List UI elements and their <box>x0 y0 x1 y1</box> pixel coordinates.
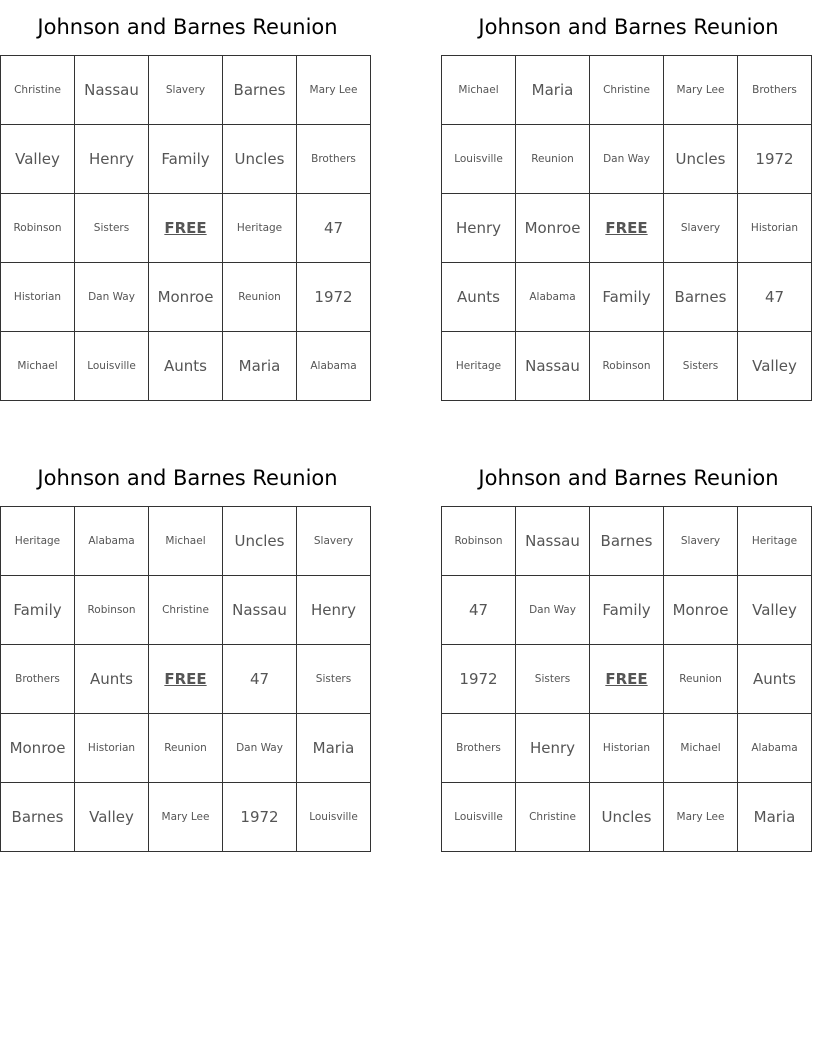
bingo-cell: Nassau <box>223 576 297 645</box>
bingo-cell: Sisters <box>516 645 590 714</box>
bingo-cell: Nassau <box>75 56 149 125</box>
free-space-cell: FREE <box>590 645 664 714</box>
bingo-cell: Alabama <box>297 332 371 401</box>
bingo-cell: Barnes <box>590 507 664 576</box>
bingo-cell: 1972 <box>297 263 371 332</box>
bingo-cell: Mary Lee <box>297 56 371 125</box>
bingo-cell: Slavery <box>297 507 371 576</box>
bingo-cell: Monroe <box>149 263 223 332</box>
bingo-cell: Dan Way <box>590 125 664 194</box>
bingo-cell: Robinson <box>1 194 75 263</box>
bingo-cell: Family <box>590 263 664 332</box>
bingo-cell: Christine <box>149 576 223 645</box>
bingo-cell: Aunts <box>442 263 516 332</box>
bingo-cell: Reunion <box>223 263 297 332</box>
bingo-cell: Slavery <box>664 507 738 576</box>
bingo-cell: Valley <box>75 783 149 852</box>
bingo-cell: Alabama <box>738 714 812 783</box>
bingo-grid <box>441 55 812 401</box>
bingo-cell: Henry <box>442 194 516 263</box>
card-title: Johnson and Barnes Reunion <box>478 15 779 39</box>
bingo-cell: Louisville <box>75 332 149 401</box>
bingo-cell: Aunts <box>738 645 812 714</box>
bingo-cell: Henry <box>75 125 149 194</box>
bingo-cell: Christine <box>590 56 664 125</box>
bingo-cell: Uncles <box>223 507 297 576</box>
bingo-grid <box>0 55 371 401</box>
bingo-cell: Sisters <box>297 645 371 714</box>
bingo-card-4 <box>441 451 816 852</box>
bingo-cell: Henry <box>516 714 590 783</box>
bingo-cell: Uncles <box>223 125 297 194</box>
bingo-cell: Family <box>149 125 223 194</box>
bingo-cell: Brothers <box>1 645 75 714</box>
bingo-cell: Aunts <box>75 645 149 714</box>
bingo-cell: 47 <box>223 645 297 714</box>
bingo-cell: Reunion <box>516 125 590 194</box>
bingo-cell: Sisters <box>664 332 738 401</box>
bingo-cell: Michael <box>442 56 516 125</box>
card-title: Johnson and Barnes Reunion <box>37 466 338 490</box>
bingo-cell: Sisters <box>75 194 149 263</box>
bingo-cell: Maria <box>297 714 371 783</box>
free-space-cell: FREE <box>149 194 223 263</box>
bingo-cell: 47 <box>442 576 516 645</box>
bingo-cell: Historian <box>1 263 75 332</box>
bingo-cell: Monroe <box>516 194 590 263</box>
bingo-cell: Louisville <box>297 783 371 852</box>
bingo-cell: Maria <box>516 56 590 125</box>
bingo-cell: Dan Way <box>516 576 590 645</box>
bingo-cell: Alabama <box>75 507 149 576</box>
bingo-card-2 <box>441 0 816 401</box>
bingo-cell: Michael <box>1 332 75 401</box>
bingo-cell: Louisville <box>442 125 516 194</box>
bingo-cell: Mary Lee <box>664 783 738 852</box>
bingo-cell: Robinson <box>590 332 664 401</box>
bingo-cell: Family <box>1 576 75 645</box>
free-space-cell: FREE <box>149 645 223 714</box>
bingo-cell: Dan Way <box>75 263 149 332</box>
bingo-cell: Robinson <box>75 576 149 645</box>
bingo-cell: 47 <box>297 194 371 263</box>
bingo-cell: Christine <box>516 783 590 852</box>
bingo-cell: Brothers <box>297 125 371 194</box>
bingo-cell: Heritage <box>223 194 297 263</box>
bingo-cell: Historian <box>738 194 812 263</box>
bingo-cell: Nassau <box>516 507 590 576</box>
bingo-cell: Aunts <box>149 332 223 401</box>
bingo-cell: Alabama <box>516 263 590 332</box>
bingo-cell: Barnes <box>664 263 738 332</box>
bingo-cell: Reunion <box>664 645 738 714</box>
bingo-cell: 1972 <box>738 125 812 194</box>
bingo-grid <box>441 506 812 852</box>
bingo-card-3 <box>0 451 375 852</box>
bingo-cell: Monroe <box>664 576 738 645</box>
bingo-cell: 1972 <box>442 645 516 714</box>
bingo-cell: 47 <box>738 263 812 332</box>
bingo-cell: Mary Lee <box>664 56 738 125</box>
bingo-card-1 <box>0 0 375 401</box>
bingo-cell: Mary Lee <box>149 783 223 852</box>
bingo-cell: 1972 <box>223 783 297 852</box>
bingo-cell: Michael <box>664 714 738 783</box>
free-space-cell: FREE <box>590 194 664 263</box>
card-title: Johnson and Barnes Reunion <box>478 466 779 490</box>
bingo-cell: Maria <box>738 783 812 852</box>
bingo-cell: Christine <box>1 56 75 125</box>
bingo-cell: Barnes <box>1 783 75 852</box>
bingo-cell: Family <box>590 576 664 645</box>
bingo-cell: Reunion <box>149 714 223 783</box>
bingo-cell: Uncles <box>664 125 738 194</box>
bingo-cell: Maria <box>223 332 297 401</box>
bingo-cell: Dan Way <box>223 714 297 783</box>
bingo-cell: Heritage <box>1 507 75 576</box>
bingo-cell: Heritage <box>442 332 516 401</box>
bingo-cell: Brothers <box>442 714 516 783</box>
bingo-cell: Valley <box>738 576 812 645</box>
bingo-cell: Valley <box>1 125 75 194</box>
bingo-cell: Louisville <box>442 783 516 852</box>
card-title: Johnson and Barnes Reunion <box>37 15 338 39</box>
bingo-cell: Heritage <box>738 507 812 576</box>
bingo-cell: Barnes <box>223 56 297 125</box>
bingo-cell: Valley <box>738 332 812 401</box>
bingo-cell: Slavery <box>664 194 738 263</box>
bingo-cell: Historian <box>590 714 664 783</box>
bingo-cell: Monroe <box>1 714 75 783</box>
bingo-cell: Slavery <box>149 56 223 125</box>
bingo-cell: Nassau <box>516 332 590 401</box>
bingo-cell: Brothers <box>738 56 812 125</box>
bingo-cell: Uncles <box>590 783 664 852</box>
bingo-cell: Robinson <box>442 507 516 576</box>
bingo-cell: Michael <box>149 507 223 576</box>
bingo-grid <box>0 506 371 852</box>
bingo-cell: Historian <box>75 714 149 783</box>
bingo-cell: Henry <box>297 576 371 645</box>
